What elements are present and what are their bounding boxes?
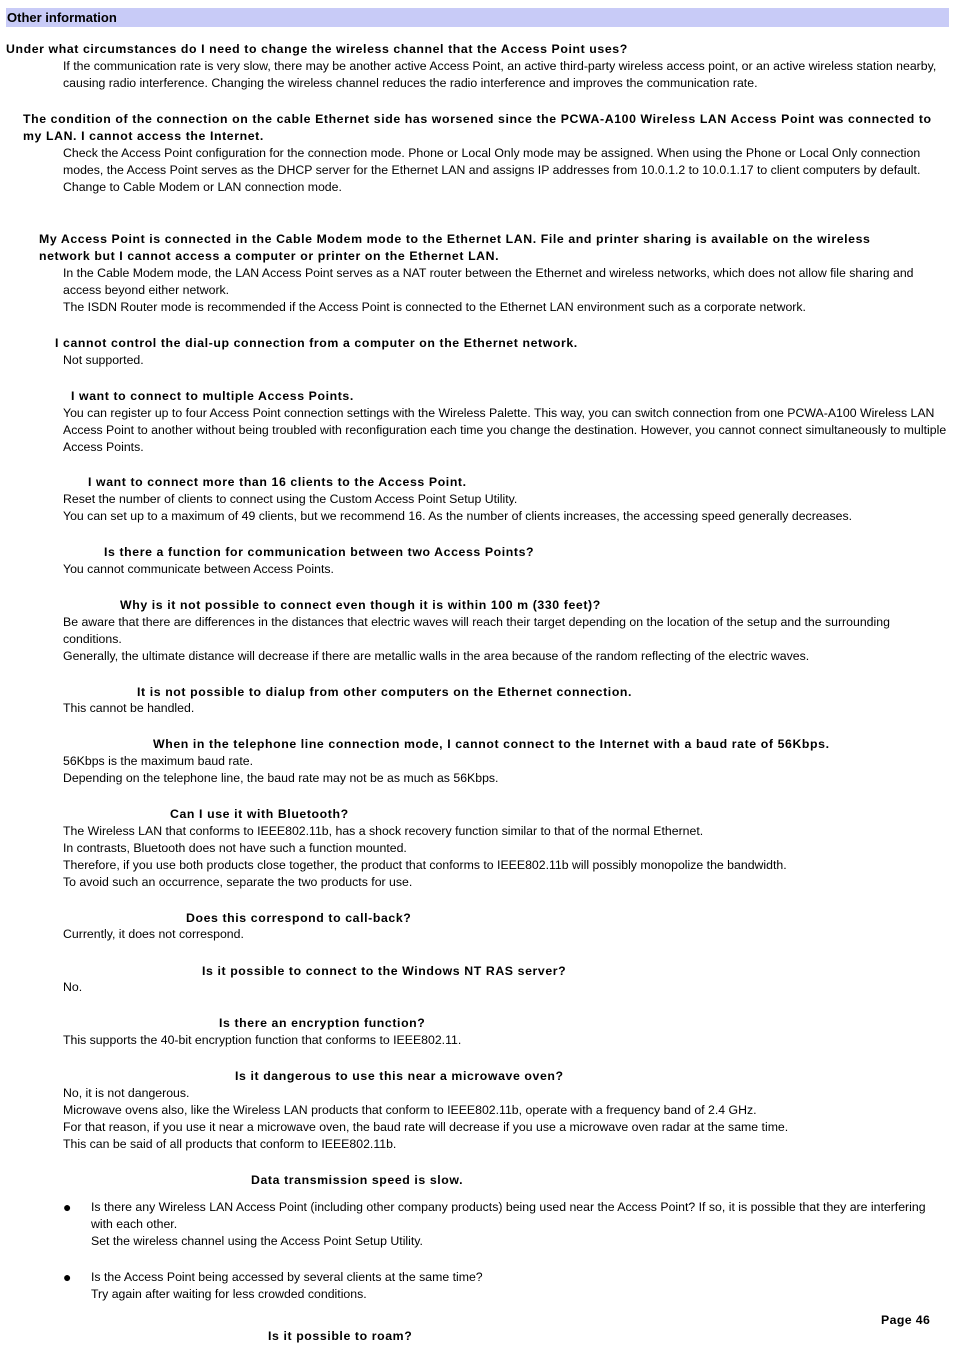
answer-line: Reset the number of clients to connect using the Custom Access Point Setup Utility. — [63, 492, 518, 506]
faq-answer — [63, 1032, 948, 1049]
answer-line: You can register up to four Access Point connection settings with the Wireless Palette. This way, you can switch connection from one PCWA-A100 Wireless LAN Access Point to another without being troubled with reconfiguration each time you change the destination. However, you cannot connect simultaneously to multiple Access Points. — [63, 406, 947, 454]
bullet-text — [91, 1269, 948, 1303]
faq-question: I want to connect more than 16 clients to the Access Point. — [88, 475, 467, 489]
answer-line: Change to Cable Modem or LAN connection mode. — [63, 180, 342, 194]
faq-question: Does this correspond to call-back? — [186, 911, 412, 925]
answer-line: This cannot be handled. — [63, 701, 195, 715]
faq-answer — [63, 265, 948, 316]
section-header: Other information — [6, 8, 949, 27]
answer-line: The Wireless LAN that conforms to IEEE802.11b, has a shock recovery function similar to that of the normal Ethernet. — [63, 824, 704, 838]
answer-line: To avoid such an occurrence, separate the two products for use. — [63, 875, 413, 889]
faq-question: When in the telephone line connection mode, I cannot connect to the Internet with a baud rate of 56Kbps. — [153, 737, 830, 751]
faq-question: Is it possible to roam? — [268, 1329, 413, 1343]
faq-question: Under what circumstances do I need to change the wireless channel that the Access Point uses? — [6, 42, 628, 56]
answer-line: Therefore, if you use both products close together, the product that conforms to IEEE802.11b will possibly monopolize the bandwidth. — [63, 858, 787, 872]
answer-line: This supports the 40-bit encryption function that conforms to IEEE802.11. — [63, 1033, 462, 1047]
faq-question: I cannot control the dial-up connection from a computer on the Ethernet network. — [55, 336, 578, 350]
faq-answer — [63, 926, 948, 943]
faq-question: Is it dangerous to use this near a microwave oven? — [235, 1069, 564, 1083]
faq-question: Is there an encryption function? — [219, 1016, 426, 1030]
answer-line: This can be said of all products that conform to IEEE802.11b. — [63, 1137, 397, 1151]
bullet-text — [91, 1199, 948, 1250]
answer-line: No, it is not dangerous. — [63, 1086, 190, 1100]
faq-answer — [63, 614, 948, 665]
bullet-line: Try again after waiting for less crowded conditions. — [91, 1287, 367, 1301]
page-number: Page 46 — [881, 1313, 931, 1327]
faq-question: The condition of the connection on the cable Ethernet side has worsened since the PCWA-A100 Wireless LAN Access Point was connected to my LAN. I cannot access the Internet. — [23, 112, 932, 143]
answer-line: No. — [63, 980, 83, 994]
faq-answer — [63, 491, 948, 525]
answer-line: 56Kbps is the maximum baud rate. — [63, 754, 254, 768]
faq-answer — [63, 561, 948, 578]
answer-line: If the communication rate is very slow, there may be another active Access Point, an active third-party wireless access point, or an active wireless station nearby, causing radio interference. Changing the wireless channel reduces the radio interference and improves the communication rate. — [63, 59, 937, 90]
answer-line: You cannot communicate between Access Points. — [63, 562, 334, 576]
faq-answer — [63, 979, 948, 996]
faq-question: My Access Point is connected in the Cable Modem mode to the Ethernet LAN. File and printer sharing is available on the wireless network but I cannot access a computer or printer on the Ethernet LAN. — [39, 232, 871, 263]
faq-answer — [63, 823, 948, 891]
bullet-line: Is the Access Point being accessed by several clients at the same time? — [91, 1270, 483, 1284]
faq-question: I want to connect to multiple Access Points. — [71, 389, 354, 403]
faq-answer — [63, 753, 948, 787]
answer-line: Depending on the telephone line, the baud rate may not be as much as 56Kbps. — [63, 771, 499, 785]
bullet-line: Is there any Wireless LAN Access Point (including other company products) being used near the Access Point? If so, it is possible that they are interfering with each other. — [91, 1200, 926, 1231]
answer-line: The ISDN Router mode is recommended if the Access Point is connected to the Ethernet LAN environment such as a corporate network. — [63, 300, 806, 314]
faq-question: Why is it not possible to connect even though it is within 100 m (330 feet)? — [120, 598, 601, 612]
bullet-icon: ● — [63, 1269, 72, 1285]
answer-line: Currently, it does not correspond. — [63, 927, 244, 941]
answer-line: Not supported. — [63, 353, 144, 367]
faq-question: It is not possible to dialup from other computers on the Ethernet connection. — [137, 685, 633, 699]
faq-question: Can I use it with Bluetooth? — [170, 807, 349, 821]
bullet-line: Set the wireless channel using the Access Point Setup Utility. — [91, 1234, 423, 1248]
faq-answer — [63, 1085, 948, 1153]
faq-answer — [63, 405, 948, 456]
faq-answer — [63, 145, 948, 196]
faq-answer — [63, 58, 948, 92]
answer-line: Generally, the ultimate distance will decrease if there are metallic walls in the area because of the random reflecting of the electric waves. — [63, 649, 810, 663]
faq-answer — [63, 700, 948, 717]
answer-line: For that reason, if you use it near a microwave oven, the baud rate will decrease if you use a microwave oven radar at the same time. — [63, 1120, 789, 1134]
answer-line: In the Cable Modem mode, the LAN Access Point serves as a NAT router between the Ethernet and wireless networks, which does not allow file sharing and access beyond either network. — [63, 266, 914, 297]
faq-question: Data transmission speed is slow. — [251, 1173, 464, 1187]
answer-line: Be aware that there are differences in the distances that electric waves will reach their target depending on the location of the setup and the surrounding conditions. — [63, 615, 890, 646]
answer-line: In contrasts, Bluetooth does not have such a function mounted. — [63, 841, 407, 855]
answer-line: Check the Access Point configuration for the connection mode. Phone or Local Only mode may be assigned. When using the Phone or Local Only connection modes, the Access Point serves as the DHCP server for the Ethernet LAN and assigns IP addresses from 10.0.1.2 to 10.0.1.17 to client computers by default. — [63, 146, 921, 177]
answer-line: Microwave ovens also, like the Wireless LAN products that conform to IEEE802.11b, operate with a frequency band of 2.4 GHz. — [63, 1103, 757, 1117]
bullet-icon: ● — [63, 1199, 72, 1215]
answer-line: You can set up to a maximum of 49 clients, but we recommend 16. As the number of clients increases, the accessing speed generally decreases. — [63, 509, 853, 523]
faq-question: Is there a function for communication between two Access Points? — [104, 545, 535, 559]
faq-answer — [63, 352, 948, 369]
faq-question: Is it possible to connect to the Windows NT RAS server? — [202, 964, 567, 978]
